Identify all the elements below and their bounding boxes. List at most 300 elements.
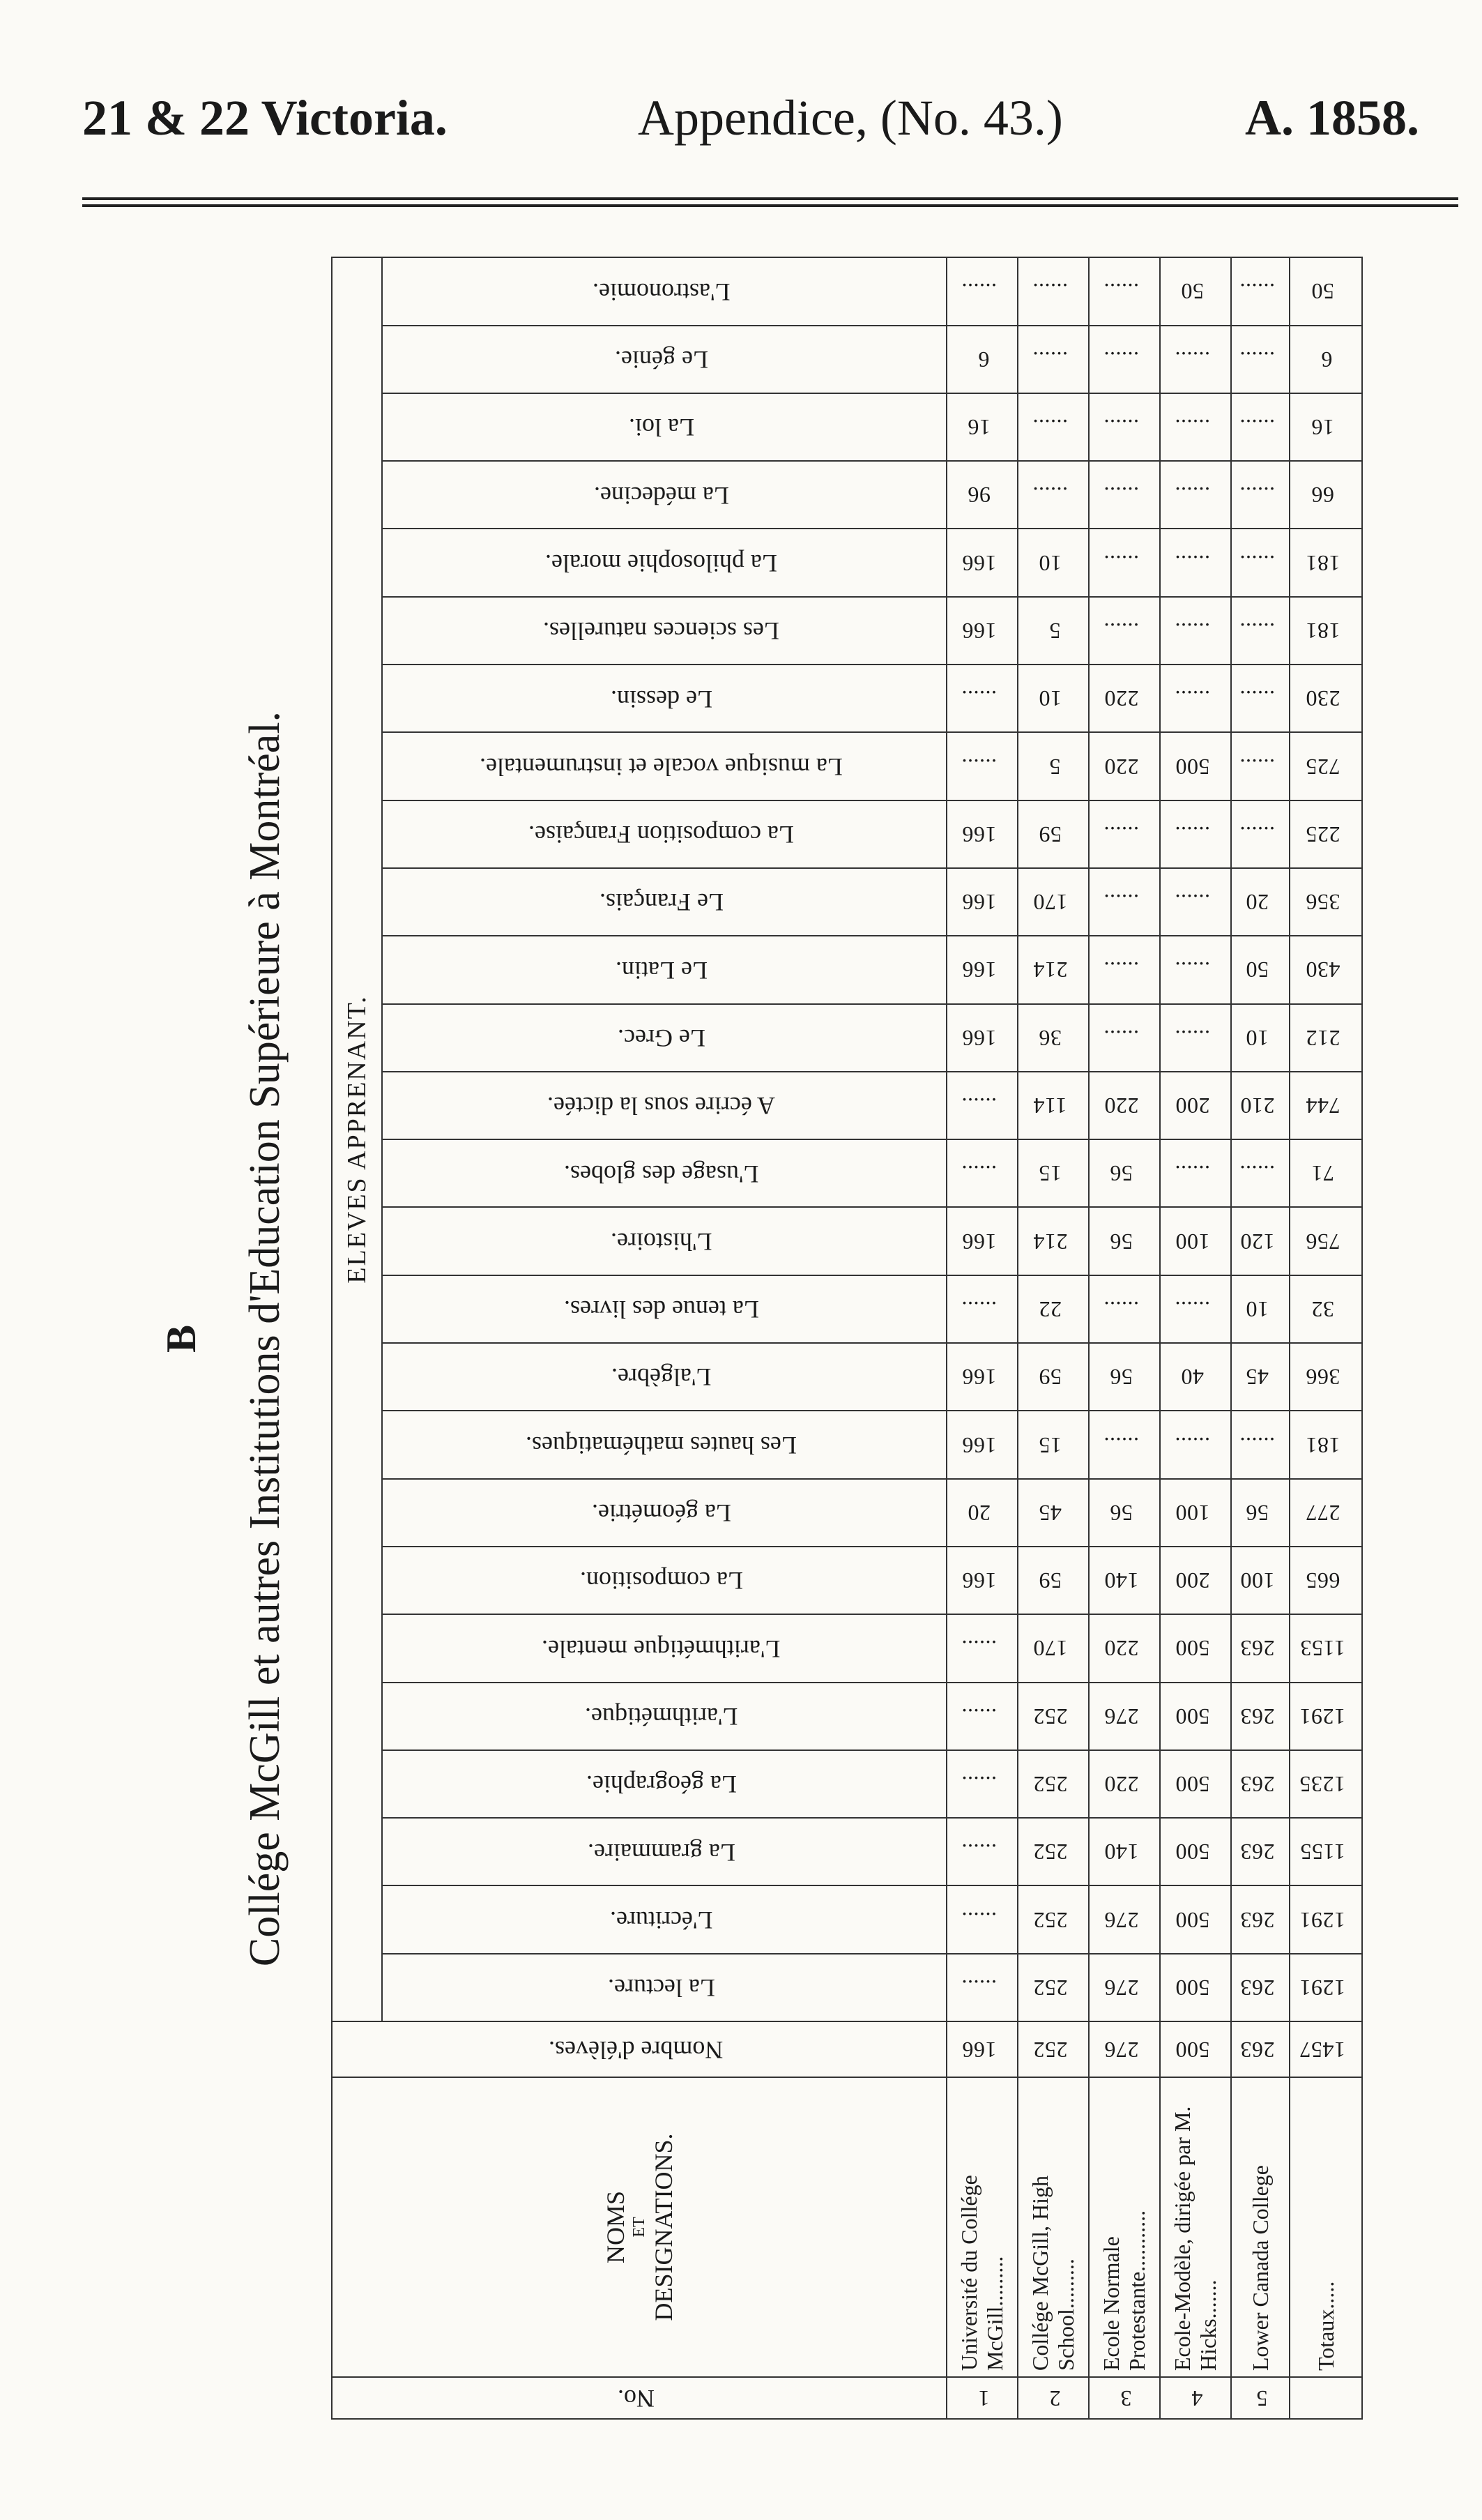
totals-cell-text: 1291	[1299, 1907, 1346, 1933]
subject-header	[382, 1954, 947, 2021]
table-cell	[1160, 1343, 1231, 1411]
table-cell-text: 220	[1103, 686, 1139, 712]
totals-cell-text: 212	[1305, 1025, 1340, 1051]
table-cell	[947, 1750, 1018, 1818]
totals-cell-text: 225	[1305, 821, 1340, 847]
table-cell	[1231, 597, 1290, 665]
table-cell-text: ......	[1032, 279, 1069, 305]
table-cell-text: 140	[1103, 1839, 1139, 1865]
totals-cell-text: 16	[1311, 415, 1334, 441]
table-cell	[1018, 1275, 1089, 1343]
table-cell	[947, 936, 1018, 1003]
table-cell-text: 56	[1110, 1500, 1133, 1526]
subject-label: Les sciences naturelles.	[543, 617, 779, 646]
table-cell	[1018, 1479, 1089, 1547]
table-cell	[1231, 1479, 1290, 1547]
totals-cell-text: 356	[1305, 890, 1340, 916]
totals-cell-text: 181	[1305, 1432, 1340, 1458]
table-cell	[1231, 393, 1290, 461]
table-cell-text: ......	[961, 1907, 998, 1933]
table-cell-text: 5	[1048, 618, 1061, 644]
row-nombre	[1231, 2021, 1290, 2077]
subject-header	[382, 1683, 947, 1750]
subject-header	[382, 732, 947, 800]
table-cell	[1160, 732, 1231, 800]
table-cell	[1089, 732, 1160, 800]
table-cell-text: 16	[968, 415, 991, 441]
table-cell	[1160, 665, 1231, 732]
table-cell	[1231, 732, 1290, 800]
table-cell-text: 166	[961, 957, 997, 983]
table-cell-text: ......	[1239, 415, 1276, 441]
row-number-text: 3	[1120, 2385, 1132, 2411]
table-cell-text: ......	[961, 1636, 998, 1662]
header-row-group	[332, 257, 382, 2419]
table-cell	[1018, 257, 1089, 325]
row-name: Ecole Normale Protestante...........	[1089, 2077, 1160, 2377]
table-cell-text: 22	[1039, 1296, 1062, 1322]
subject-label: La médecine.	[593, 481, 729, 510]
table-cell	[1089, 868, 1160, 936]
table-cell	[1018, 597, 1089, 665]
row-nombre-text: 263	[1239, 2037, 1275, 2063]
table-cell-text: ......	[1032, 415, 1069, 441]
subject-header	[382, 1614, 947, 1682]
table-cell	[1231, 868, 1290, 936]
table-cell-text: 20	[968, 1500, 991, 1526]
subject-label: Le génie.	[614, 346, 708, 374]
table-cell-text: 36	[1039, 1025, 1062, 1051]
totals-cell-text: 430	[1305, 957, 1340, 983]
table-cell	[1231, 326, 1290, 393]
row-nombre-text: 276	[1103, 2037, 1139, 2063]
table-cell-text: ......	[1175, 821, 1211, 847]
table-cell-text: 220	[1103, 1772, 1139, 1798]
table-cell	[1231, 1139, 1290, 1207]
table-cell	[947, 1004, 1018, 1072]
totals-cell-text: 66	[1311, 483, 1334, 508]
table-cell-text: 252	[1032, 1907, 1068, 1933]
row-number-text: 4	[1191, 2385, 1203, 2411]
table-cell-text: 45	[1039, 1500, 1062, 1526]
table-cell-text: 140	[1103, 1568, 1139, 1594]
table-cell	[1018, 1411, 1089, 1478]
table-cell	[1231, 1207, 1290, 1275]
table-row	[1160, 257, 1231, 2419]
table-cell-text: 100	[1175, 1500, 1210, 1526]
table-cell-text: 263	[1239, 1975, 1275, 2001]
table-cell-text: ......	[1103, 618, 1140, 644]
totals-cell	[1290, 800, 1362, 868]
subject-label: Le Grec.	[617, 1024, 705, 1052]
table-cell	[947, 665, 1018, 732]
table-cell-text: 500	[1175, 1975, 1210, 2001]
totals-cell	[1290, 257, 1362, 325]
table-cell-text: ......	[1239, 1161, 1276, 1187]
table-cell-text: 200	[1175, 1568, 1210, 1594]
table-cell	[1089, 665, 1160, 732]
table-cell	[1160, 1818, 1231, 1885]
table-cell	[947, 1207, 1018, 1275]
totals-cell-text: 50	[1311, 279, 1334, 305]
subject-label: Le Français.	[599, 888, 724, 917]
table-row	[947, 257, 1018, 2419]
subject-label: La géométrie.	[591, 1499, 731, 1528]
subject-header	[382, 800, 947, 868]
totals-cell	[1290, 1275, 1362, 1343]
table-cell	[1089, 1072, 1160, 1139]
row-name: Lower Canada College	[1231, 2077, 1290, 2377]
table-cell	[1231, 529, 1290, 596]
table-cell-text: 500	[1175, 1907, 1210, 1933]
table-cell-text: ......	[1103, 483, 1140, 508]
table-cell	[1089, 1547, 1160, 1614]
table-cell-text: 6	[977, 347, 990, 372]
table-cell-text: ......	[961, 1772, 998, 1798]
table-cell	[947, 257, 1018, 325]
table-cell	[1089, 1004, 1160, 1072]
table-cell	[947, 1683, 1018, 1750]
subject-label: Le dessin.	[610, 685, 712, 713]
table-cell-text: 120	[1239, 1229, 1275, 1254]
table-cell-text: ......	[1103, 415, 1140, 441]
table-cell	[947, 326, 1018, 393]
totals-cell	[1290, 461, 1362, 529]
subject-header	[382, 1479, 947, 1547]
table-cell-text: 56	[1246, 1500, 1269, 1526]
table-cell	[1018, 1614, 1089, 1682]
subject-header	[382, 257, 947, 325]
subject-header	[382, 326, 947, 393]
table-cell	[947, 800, 1018, 868]
totals-cell-text: 1291	[1299, 1703, 1346, 1729]
totals-cell-text: 71	[1311, 1161, 1334, 1187]
subject-label: L'arithmétique mentale.	[542, 1634, 781, 1663]
table-cell	[947, 1614, 1018, 1682]
table-cell	[1231, 1614, 1290, 1682]
table-cell-text: 263	[1239, 1907, 1275, 1933]
row-nombre-text: 500	[1175, 2037, 1210, 2063]
row-number-text: 2	[1048, 2385, 1061, 2411]
table-cell	[1018, 1683, 1089, 1750]
table-cell	[1231, 1411, 1290, 1478]
table-cell-text: 252	[1032, 1703, 1068, 1729]
row-nombre	[1018, 2021, 1089, 2077]
table-cell	[947, 1818, 1018, 1885]
table-cell	[1231, 461, 1290, 529]
totals-cell	[1290, 529, 1362, 596]
subject-label: La lecture.	[607, 1974, 715, 2003]
totals-cell	[1290, 1614, 1362, 1682]
table-cell-text: 263	[1239, 1703, 1275, 1729]
table-cell	[1018, 1139, 1089, 1207]
table-cell	[1160, 868, 1231, 936]
table-cell-text: 114	[1033, 1093, 1067, 1119]
table-cell-text: 276	[1103, 1907, 1139, 1933]
table-cell	[1160, 1275, 1231, 1343]
table-cell-text: 200	[1175, 1093, 1210, 1119]
table-cell-text: 100	[1175, 1229, 1210, 1254]
table-cell	[1231, 1818, 1290, 1885]
table-cell	[1160, 326, 1231, 393]
subject-label: Les hautes mathématiques.	[526, 1431, 797, 1459]
table-cell-text: ......	[961, 754, 998, 780]
subject-header	[382, 461, 947, 529]
table-cell-text: 500	[1175, 1839, 1210, 1865]
table-cell-text: ......	[961, 1703, 998, 1729]
table-cell	[1018, 1343, 1089, 1411]
totals-cell	[1290, 326, 1362, 393]
table-cell	[1089, 257, 1160, 325]
table-cell-text: ......	[1239, 686, 1276, 712]
row-nombre-text: 252	[1032, 2037, 1068, 2063]
table-cell-text: 166	[961, 890, 997, 916]
table-cell-text: ......	[1175, 890, 1211, 916]
table-cell	[1018, 461, 1089, 529]
table-cell	[1089, 1343, 1160, 1411]
table-cell	[1089, 1275, 1160, 1343]
table-cell	[1089, 1818, 1160, 1885]
subject-label: L'histoire.	[610, 1227, 712, 1256]
table-cell-text: ......	[1175, 347, 1211, 372]
subject-header	[382, 1750, 947, 1818]
table-cell	[1018, 732, 1089, 800]
table-cell	[1160, 1411, 1231, 1478]
table-cell-text: 214	[1032, 1229, 1068, 1254]
totals-cell-text: 181	[1305, 618, 1340, 644]
subject-label: L'usage des globes.	[563, 1160, 759, 1188]
table-cell	[1160, 1004, 1231, 1072]
row-number	[1231, 2377, 1290, 2419]
table-cell	[1231, 1004, 1290, 1072]
subject-header	[382, 393, 947, 461]
table-cell	[947, 868, 1018, 936]
table-cell-text: 500	[1175, 754, 1210, 780]
table-cell	[1160, 936, 1231, 1003]
table-cell-text: 263	[1239, 1772, 1275, 1798]
table-cell	[1018, 1750, 1089, 1818]
subject-header	[382, 1885, 947, 1953]
totals-cell	[1290, 1818, 1362, 1885]
table-cell-text: 10	[1246, 1296, 1269, 1322]
table-cell	[1160, 1072, 1231, 1139]
table-cell-text: 166	[961, 1229, 997, 1254]
totals-cell	[1290, 1954, 1362, 2021]
row-nombre	[1089, 2021, 1160, 2077]
subject-header	[382, 1072, 947, 1139]
table-cell	[1018, 868, 1089, 936]
row-number	[1089, 2377, 1160, 2419]
table-cell-text: ......	[1175, 1161, 1211, 1187]
totals-cell-text: 756	[1305, 1229, 1340, 1254]
totals-cell	[1290, 1885, 1362, 1953]
totals-label: Totaux.....	[1290, 2077, 1362, 2377]
table-cell	[1160, 257, 1231, 325]
totals-cell-text: 181	[1305, 550, 1340, 576]
table-cell-text: 210	[1239, 1093, 1275, 1119]
table-cell	[1231, 1683, 1290, 1750]
totals-cell	[1290, 1411, 1362, 1478]
table-cell-text: 170	[1032, 1636, 1068, 1662]
table-cell	[1160, 529, 1231, 596]
table-cell-text: ......	[1239, 821, 1276, 847]
table-cell-text: 10	[1246, 1025, 1269, 1051]
names-header: NOMS ET DESIGNATIONS.	[332, 2077, 947, 2377]
subject-header	[382, 529, 947, 596]
table-cell-text: ......	[1175, 483, 1211, 508]
table-cell-text: 166	[961, 1568, 997, 1594]
table-cell	[1018, 1072, 1089, 1139]
subject-header	[382, 1139, 947, 1207]
table-cell	[1018, 665, 1089, 732]
table-cell	[1231, 257, 1290, 325]
table-cell	[1231, 1343, 1290, 1411]
totals-cell	[1290, 1343, 1362, 1411]
table-cell-text: ......	[1175, 1432, 1211, 1458]
table-cell-text: ......	[1103, 1025, 1140, 1051]
table-cell-text: ......	[1103, 1296, 1140, 1322]
subject-header	[382, 1343, 947, 1411]
subject-header	[382, 1275, 947, 1343]
table-cell	[1018, 1885, 1089, 1953]
header-right: A. 1858.	[1245, 90, 1419, 146]
subject-label: La loi.	[628, 413, 694, 442]
totals-row	[1290, 257, 1362, 2419]
subject-label: Le Latin.	[615, 956, 708, 985]
table-cell-text: 59	[1039, 1365, 1062, 1390]
table-cell	[1160, 597, 1231, 665]
table-cell-text: 170	[1032, 890, 1068, 916]
totals-cell	[1290, 1139, 1362, 1207]
table-cell	[947, 1885, 1018, 1953]
table-cell-text: ......	[1103, 821, 1140, 847]
table-cell-text: 252	[1032, 1839, 1068, 1865]
table-cell-text: 276	[1103, 1703, 1139, 1729]
table-cell-text: 20	[1246, 890, 1269, 916]
table-cell	[1089, 1954, 1160, 2021]
table-cell-text: ......	[961, 1839, 998, 1865]
table-cell-text: 45	[1246, 1365, 1269, 1390]
table-cell-text: ......	[1239, 618, 1276, 644]
table-cell	[1089, 1885, 1160, 1953]
table-cell	[1089, 1411, 1160, 1478]
totals-cell-text: 6	[1321, 347, 1333, 372]
table-cell	[1089, 1207, 1160, 1275]
table-cell-text: ......	[961, 1093, 998, 1119]
table-cell-text: 252	[1032, 1975, 1068, 2001]
table-cell-text: 500	[1175, 1703, 1210, 1729]
table-cell	[1160, 461, 1231, 529]
table-cell-text: 166	[961, 1365, 997, 1390]
subject-label: La composition Française.	[528, 821, 794, 849]
table-cell	[1231, 1072, 1290, 1139]
table-cell	[1089, 936, 1160, 1003]
table-cell-text: ......	[1103, 550, 1140, 576]
table-cell-text: 263	[1239, 1839, 1275, 1865]
table-cell-text: 50	[1181, 279, 1205, 305]
table-cell	[1231, 1954, 1290, 2021]
totals-cell-text: 1153	[1300, 1636, 1345, 1662]
table-cell-text: 56	[1110, 1229, 1133, 1254]
rotated-table-block	[158, 258, 1359, 2420]
table-cell-text: 15	[1039, 1161, 1062, 1187]
table-cell	[1160, 1614, 1231, 1682]
table-cell	[1089, 1750, 1160, 1818]
table-cell	[947, 597, 1018, 665]
subject-label: A écrire sous la dictée.	[547, 1092, 775, 1121]
table-cell	[1018, 1207, 1089, 1275]
table-cell-text: ......	[1103, 347, 1140, 372]
table-cell-text: ......	[1103, 957, 1140, 983]
header-center: Appendice, (No. 43.)	[638, 90, 1063, 146]
totals-cell-text: 32	[1311, 1296, 1334, 1322]
no-header: No.	[332, 2377, 947, 2419]
table-cell-text: 56	[1110, 1161, 1133, 1187]
table-cell	[947, 1411, 1018, 1478]
totals-cell-text: 665	[1305, 1568, 1340, 1594]
header-rule-top	[82, 197, 1458, 200]
table-cell	[1160, 393, 1231, 461]
table-cell	[1089, 461, 1160, 529]
table-cell-text: 220	[1103, 754, 1139, 780]
table-cell-text: 214	[1032, 957, 1068, 983]
row-nombre	[1160, 2021, 1231, 2077]
table-cell	[1018, 529, 1089, 596]
table-cell-text: ......	[1239, 754, 1276, 780]
table-cell	[947, 1139, 1018, 1207]
table-cell-text: 40	[1181, 1365, 1205, 1390]
totals-cell-text: 744	[1305, 1093, 1340, 1119]
subject-label: L'algèbre.	[611, 1363, 712, 1392]
table-cell	[1231, 1275, 1290, 1343]
subject-label: L'astronomie.	[592, 278, 731, 306]
subject-label: La composition.	[579, 1567, 743, 1595]
table-cell-text: ......	[1175, 1025, 1211, 1051]
table-cell	[1231, 936, 1290, 1003]
table-cell-text: ......	[1175, 550, 1211, 576]
table-cell-text: 59	[1039, 1568, 1062, 1594]
table-cell	[1018, 326, 1089, 393]
table-cell	[947, 393, 1018, 461]
table-cell	[1160, 1479, 1231, 1547]
section-letter: B	[158, 1324, 204, 1353]
table-cell	[1089, 1614, 1160, 1682]
totals-cell	[1290, 936, 1362, 1003]
table-cell-text: ......	[1239, 347, 1276, 372]
table-cell	[1089, 529, 1160, 596]
table-cell	[1089, 326, 1160, 393]
totals-cell	[1290, 1004, 1362, 1072]
table-cell	[1018, 800, 1089, 868]
table-cell-text: ......	[961, 1975, 998, 2001]
totals-nombre-text: 1457	[1299, 2037, 1346, 2063]
table-cell-text: ......	[1175, 1296, 1211, 1322]
subject-header	[382, 665, 947, 732]
subject-header	[382, 868, 947, 936]
table-cell-text: 166	[961, 550, 997, 576]
table-cell-text: ......	[1175, 957, 1211, 983]
table-cell-text: 252	[1032, 1772, 1068, 1798]
subject-header	[382, 1818, 947, 1885]
row-number-text: 5	[1255, 2385, 1268, 2411]
table-cell-text: ......	[961, 686, 998, 712]
table-cell	[1231, 1885, 1290, 1953]
table-cell-text: ......	[1239, 279, 1276, 305]
table-cell	[947, 732, 1018, 800]
subject-label: L'arithmétique.	[584, 1702, 738, 1731]
table-cell	[1160, 1207, 1231, 1275]
row-number	[1160, 2377, 1231, 2419]
